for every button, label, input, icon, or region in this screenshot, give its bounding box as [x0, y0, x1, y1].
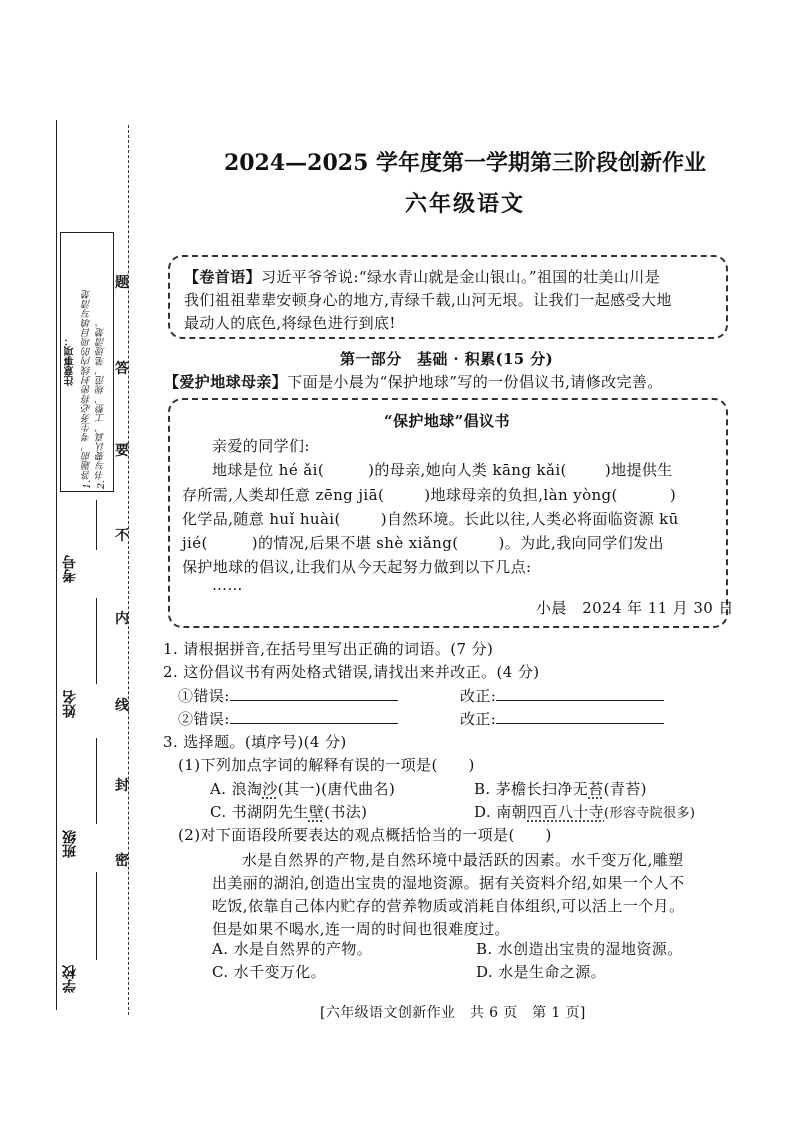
q3-option-a — [210, 778, 395, 799]
q3-option-d-note: (形容寺院很多) — [604, 806, 696, 821]
q2-error-1-blank[interactable] — [230, 686, 398, 701]
q2-fix-1-blank[interactable] — [496, 686, 664, 701]
page-title: 2024—2025 学年度第一学期第三阶段创新作业 — [223, 150, 707, 176]
field-id-label: 考号 — [62, 555, 78, 583]
letter-text-2c: ) — [669, 486, 677, 504]
q3-option-c-dotted: 壁 — [308, 803, 325, 821]
question-1: 1. 请根据拼音,在括号里写出正确的词语。(7 分) — [163, 640, 494, 658]
letter-line-2 — [182, 484, 676, 505]
letter-text-4a: jié( — [182, 534, 208, 552]
notice-box — [60, 232, 114, 492]
q3-option-b-dotted: 苔 — [588, 780, 604, 798]
q3-sub-2: (2)对下面语段所要表达的观点概括恰当的一项是( ) — [178, 826, 552, 844]
q2-fix-1-label: 改正: — [460, 687, 497, 705]
field-class-blank[interactable] — [96, 738, 97, 824]
q3-option-d — [474, 801, 695, 822]
passage-line-2: 出美丽的湖泊,创造出宝贵的湿地资源。据有关资料介绍,如果一个人不 — [212, 874, 685, 892]
seal-char-8: 题 — [115, 275, 129, 291]
q3-option-c-text: C. 书湖阴先生 — [210, 803, 309, 821]
seal-char-7: 答 — [115, 361, 129, 377]
notice-title: 注意事项： — [65, 336, 76, 386]
field-name-blank[interactable] — [96, 598, 97, 684]
letter-greeting: 亲爱的同学们: — [212, 437, 310, 455]
q3-option-d-text: D. 南朝 — [474, 803, 528, 821]
q3-option-b — [474, 778, 647, 799]
letter-line-5: 保护地球的倡议,让我们从今天起努力做到以下几点: — [182, 558, 532, 576]
letter-line-1 — [212, 459, 673, 480]
foreword-line-2: 我们祖祖辈辈安顿身心的地方,青绿千载,山河无垠。让我们一起感受大地 — [184, 291, 672, 309]
field-school-blank[interactable] — [96, 872, 97, 960]
seal-dashed-line — [128, 125, 129, 1015]
page-footer: [六年级语文创新作业 共 6 页 第 1 页] — [320, 1005, 586, 1021]
seal-char-5: 不 — [115, 528, 129, 544]
letter-text-2b: )地球母亲的负担,làn yòng( — [424, 486, 618, 504]
seal-char-6: 要 — [115, 443, 129, 459]
seal-char-2: 封 — [115, 778, 129, 794]
q2-fix-2-label: 改正: — [460, 710, 497, 728]
binding-outer-line — [56, 120, 57, 1010]
notice-line-2: 2.书写要认真、工整、规范，笔迹清楚。 — [96, 318, 107, 489]
letter-text-1a: 地球是位 hé ǎi( — [212, 461, 325, 479]
foreword-label: 【卷首语】 — [184, 268, 262, 286]
q2-fix-2-blank[interactable] — [496, 709, 664, 724]
section-intro-text: 下面是小晨为“保护地球”写的一份倡议书,请修改完善。 — [287, 373, 663, 391]
section-heading: 第一部分 基础 · 积累(15 分) — [340, 350, 554, 368]
seal-char-3: 线 — [115, 698, 129, 714]
letter-text-4c: )。为此,我向同学们发出 — [498, 534, 664, 552]
q3-choice-b: B. 水创造出宝贵的湿地资源。 — [476, 940, 683, 958]
q2-error-2 — [178, 708, 398, 729]
q3-option-a-text: A. 浪淘 — [210, 780, 263, 798]
question-2: 2. 这份倡议书有两处格式错误,请找出来并改正。(4 分) — [163, 663, 540, 681]
q3-choice-a: A. 水是自然界的产物。 — [212, 940, 373, 958]
q3-option-b-note: (青苔) — [603, 780, 647, 798]
field-class-label: 班级 — [62, 830, 78, 858]
letter-title: “保护地球”倡议书 — [384, 412, 510, 430]
letter-text-1b: )的母亲,她向人类 kāng kǎi( — [368, 461, 567, 479]
seal-char-1: 密 — [115, 853, 129, 869]
letter-line-3 — [182, 508, 679, 529]
q3-choice-c: C. 水千变万化。 — [212, 963, 327, 981]
passage-line-3: 吃饭,依靠自己体内贮存的营养物质或消耗自体组织,可以活上一个月。 — [212, 897, 685, 915]
field-school-label: 学校 — [62, 965, 78, 993]
field-id-blank[interactable] — [96, 500, 97, 550]
seal-char-4: 内 — [115, 611, 129, 627]
q3-choice-d: D. 水是生命之源。 — [476, 963, 607, 981]
letter-ellipsis: …… — [212, 576, 243, 594]
q2-error-1-label: ①错误: — [178, 687, 230, 705]
q2-error-1 — [178, 685, 398, 706]
q3-option-a-dotted: 沙 — [262, 780, 278, 798]
letter-text-3b: )自然环境。长此以往,人类必将面临资源 kū — [380, 510, 679, 528]
section-intro-label: 【爱护地球母亲】 — [164, 373, 288, 391]
q3-option-a-note: (其一)(唐代曲名) — [277, 780, 396, 798]
letter-signature: 小晨 2024 年 11 月 30 日 — [536, 599, 734, 617]
foreword-text-1: 习近平爷爷说:“绿水青山就是金山银山。”祖国的壮美山川是 — [261, 268, 661, 286]
letter-text-3a: 化学品,随意 huǐ huài( — [182, 510, 341, 528]
q3-option-c — [210, 801, 367, 822]
passage-line-4: 但是如果不喝水,连一周的时间也很难度过。 — [212, 920, 510, 938]
passage-line-1: 水是自然界的产物,是自然环境中最活跃的因素。水千变万化,雕塑 — [242, 851, 684, 869]
q2-fix-2 — [460, 708, 664, 729]
q3-option-c-note: (书法) — [324, 803, 368, 821]
letter-text-1c: )地提供生 — [604, 461, 673, 479]
q3-sub-1: (1)下列加点字词的解释有误的一项是( ) — [178, 756, 475, 774]
foreword-line-3: 最动人的底色,将绿色进行到底! — [184, 314, 396, 332]
notice-line-1: 1.答题前，考生务必将密封线内的项目填写清楚 — [82, 289, 93, 489]
question-3: 3. 选择题。(填序号)(4 分) — [163, 733, 347, 751]
letter-line-4 — [182, 532, 664, 553]
q3-option-d-dotted: 四百八十寺 — [527, 803, 605, 821]
q2-error-2-label: ②错误: — [178, 710, 230, 728]
letter-text-4b: )的情况,后果不堪 shè xiǎng( — [251, 534, 459, 552]
foreword-line-1 — [184, 266, 660, 287]
q2-error-2-blank[interactable] — [230, 709, 398, 724]
section-intro — [164, 371, 663, 392]
letter-text-2a: 存所需,人类却任意 zēng jiā( — [182, 486, 385, 504]
q3-option-b-text: B. 茅檐长扫净无 — [474, 780, 589, 798]
page-subtitle: 六年级语文 — [404, 191, 525, 217]
q2-fix-1 — [460, 685, 664, 706]
field-name-label: 姓名 — [62, 690, 78, 718]
